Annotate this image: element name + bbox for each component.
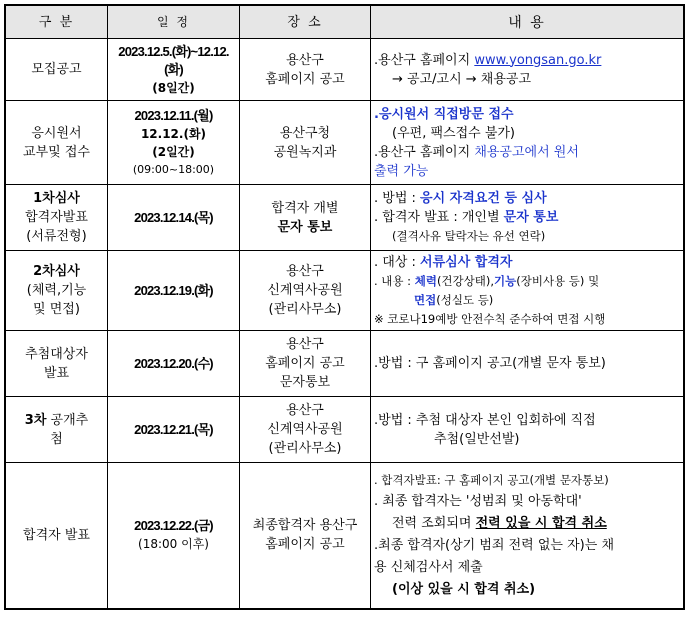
row-place: 최종합격자 용산구 홈페이지 공고 (240, 463, 371, 609)
row-schedule: 2023.12.20.(수) (108, 331, 240, 397)
header-category: 구 분 (5, 5, 108, 39)
row-content: .방법 : 구 홈페이지 공고(개별 문자 통보) (371, 331, 685, 397)
row-category: 3차 공개추 첨 (5, 397, 108, 463)
row-place: 용산구 신계역사공원 (관리사무소) (240, 397, 371, 463)
row-schedule: 2023.12.19.(화) (108, 251, 240, 331)
row-content: . 합격자발표: 구 홈페이지 공고(개별 문자통보) . 최종 합격자는 '성범죄 및 아동학대' 전력 조회되며 전력 있을 시 합격 취소 .최종 합격자(상기 범죄 전력 없는 자)는 채 용 신체검사서 제출 (이상 있을 시 합격 취소) (371, 463, 685, 609)
homepage-link[interactable]: www.yongsan.go.kr (474, 52, 602, 68)
row-schedule: 2023.12.11.(월) 12.12.(화) (2일간) (09:00~18:00) (108, 101, 240, 185)
row-schedule: 2023.12.22.(금) (18:00 이후) (108, 463, 240, 609)
table-row (5, 331, 684, 397)
row-content: . 대상 : 서류심사 합격자 . 내용 : 체력(건강상태),기능(장비사용 등) 및 면접(성실도 등) ※ 코로나19예방 안전수칙 준수하여 면접 시행 (371, 251, 685, 331)
row-place: 용산구 홈페이지 공고 (240, 39, 371, 101)
row-place: 합격자 개별 문자 통보 (240, 185, 371, 251)
table-row (5, 463, 684, 609)
table-row (5, 39, 684, 101)
table-row (5, 251, 684, 331)
row-category: 응시원서 교부및 접수 (5, 101, 108, 185)
row-content: .용산구 홈페이지 www.yongsan.go.kr → 공고/고시 → 채용공고 (371, 39, 685, 101)
header-place: 장 소 (240, 5, 371, 39)
row-category: 합격자 발표 (5, 463, 108, 609)
row-schedule: 2023.12.21.(목) (108, 397, 240, 463)
row-schedule: 2023.12.5.(화)~12.12.(화) (8일간) (108, 39, 240, 101)
row-place: 용산구 홈페이지 공고 문자통보 (240, 331, 371, 397)
row-category: 모집공고 (5, 39, 108, 101)
row-content: .방법 : 추첨 대상자 본인 입회하에 직접 추첨(일반선발) (371, 397, 685, 463)
row-schedule: 2023.12.14.(목) (108, 185, 240, 251)
row-category: 추첨대상자 발표 (5, 331, 108, 397)
header-content: 내 용 (371, 5, 685, 39)
table-row (5, 185, 684, 251)
table-row (5, 397, 684, 463)
row-category: 2차심사 (체력,기능 및 면접) (5, 251, 108, 331)
row-place: 용산구 신계역사공원 (관리사무소) (240, 251, 371, 331)
row-content: . 방법 : 응시 자격요건 등 심사 . 합격자 발표 : 개인별 문자 통보 (결격사유 탈락자는 유선 연락) (371, 185, 685, 251)
row-content: .응시원서 직접방문 접수 (우편, 팩스접수 불가) .용산구 홈페이지 채용공고에서 원서 출력 가능 (371, 101, 685, 185)
table-header-row (5, 5, 684, 39)
schedule-table (4, 4, 685, 610)
row-category: 1차심사 합격자발표 (서류전형) (5, 185, 108, 251)
header-schedule: 일 정 (108, 5, 240, 39)
table-row (5, 101, 684, 185)
row-place: 용산구청 공원녹지과 (240, 101, 371, 185)
recruitment-schedule-document (4, 4, 685, 610)
